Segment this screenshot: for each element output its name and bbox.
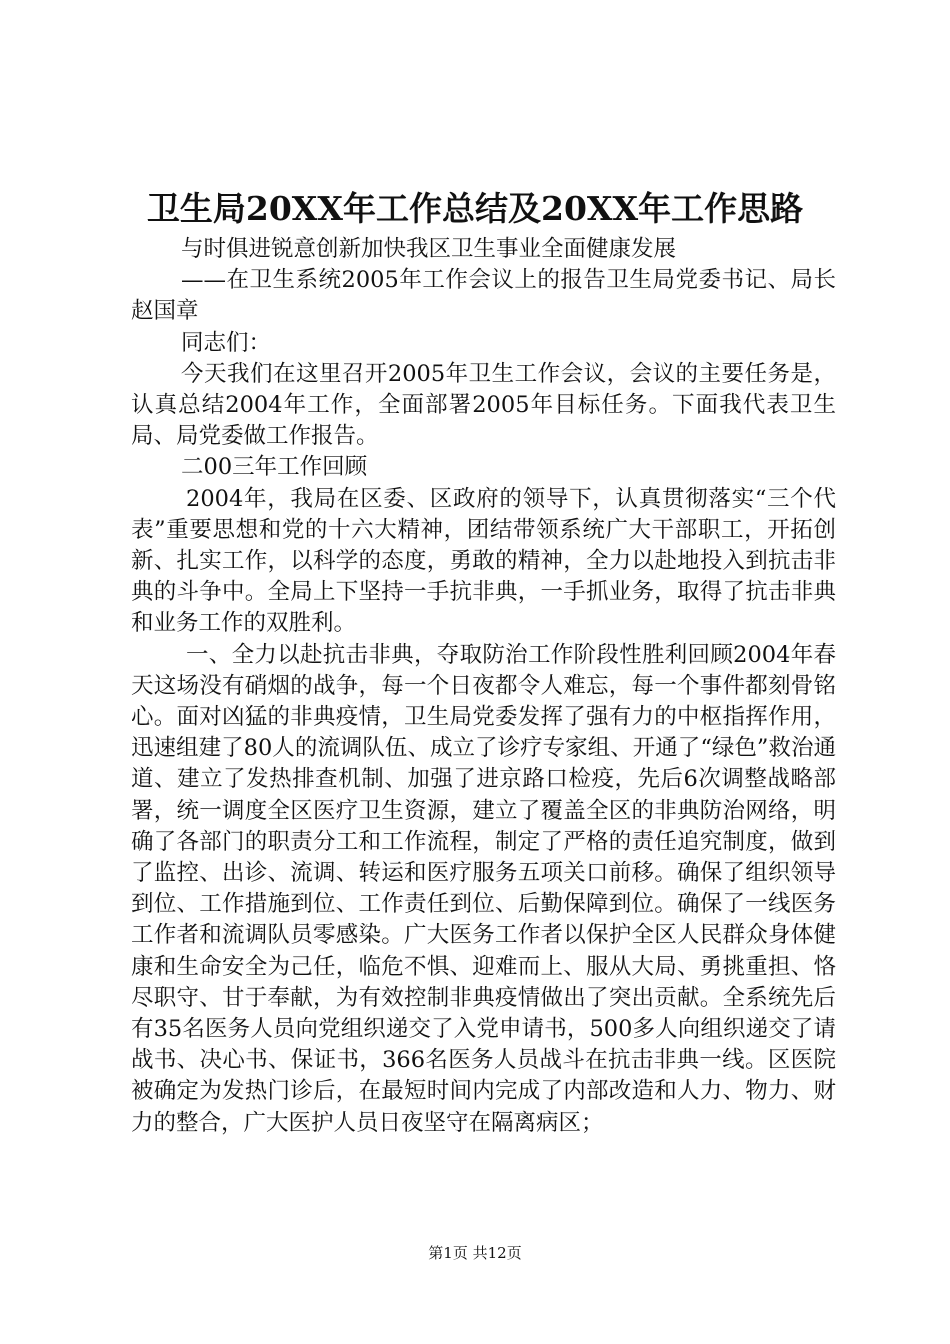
paragraph-report-byline: ——在卫生系统2005年工作会议上的报告卫生局党委书记、局长赵国章	[131, 267, 836, 325]
document-title: 卫生局20XX年工作总结及20XX年工作思路	[146, 189, 804, 228]
document-body	[131, 234, 836, 1139]
paragraph-salutation: 同志们：	[181, 329, 272, 356]
paragraph-subtitle: 与时俱进锐意创新加快我区卫生事业全面健康发展	[181, 236, 677, 262]
paragraph-section-heading: 二00三年工作回顾	[181, 454, 368, 481]
paragraph-sars-review: 一、全力以赴抗击非典，夺取防治工作阶段性胜利回顾2004年春天这场没有硝烟的战争，每一个日夜都令人难忘，每一个事件都刻骨铭心。面对凶猛的非典疫情，卫生局党委发挥了强有力的中枢指挥作用，迅速组建了80人的流调队伍、成立了诊疗专家组、开通了“绿色”救治通道、建立了发热排查机制、加强了进京路口检疫，先后6次调整战略部署，统一调度全区医疗卫生资源，建立了覆盖全区的非典防治网络，明确了各部门的职责分工和工作流程，制定了严格的责任追究制度，做到了监控、出诊、流调、转运和医疗服务五项关口前移。确保了组织领导到位、工作措施到位、工作责任到位、后勤保障到位。确保了一线医务工作者和流调队员零感染。广大医务工作者以保护全区人民群众身体健康和生命安全为己任，临危不惧、迎难而上、服从大局、勇挑重担、恪尽职守、甘于奉献，为有效控制非典疫情做出了突出贡献。全系统先后有35名医务人员向党组织递交了入党申请书，500多人向组织递交了请战书、决心书、保证书，366名医务人员战斗在抗击非典一线。区医院被确定为发热门诊后，在最短时间内完成了内部改造和人力、物力、财力的整合，广大医护人员日夜坚守在隔离病区；	[131, 641, 836, 1136]
paragraph-summary: 2004年，我局在区委、区政府的领导下，认真贯彻落实“三个代表”重要思想和党的十六大精神，团结带领系统广大干部职工，开拓创新、扎实工作，以科学的态度，勇敢的精神，全力以赴地投入到抗击非典的斗争中。全局上下坚持一手抗非典，一手抓业务，取得了抗击非典和业务工作的双胜利。	[131, 485, 836, 637]
paragraph-intro: 今天我们在这里召开2005年卫生工作会议，会议的主要任务是，认真总结2004年工作，全面部署2005年目标任务。下面我代表卫生局、局党委做工作报告。	[131, 360, 836, 450]
page-number-footer: 第1页 共12页	[428, 1244, 522, 1262]
